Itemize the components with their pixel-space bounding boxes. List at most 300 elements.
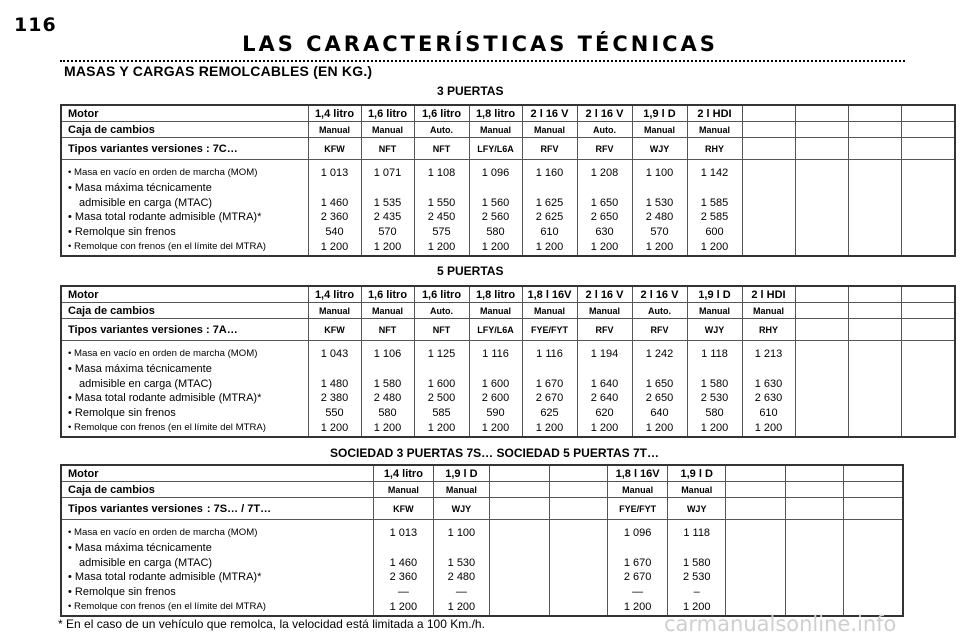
label-mtac: • Masa máxima técnicamente bbox=[68, 362, 212, 375]
value-mtra: 2 670 bbox=[535, 392, 564, 405]
row-label-version-code: Tipos variantes versiones : 7C… bbox=[61, 138, 308, 160]
value-sin: — bbox=[632, 586, 644, 599]
value-con: 1 200 bbox=[700, 240, 729, 253]
mass-values-column bbox=[373, 520, 433, 616]
version-code-cell bbox=[795, 319, 848, 341]
value-mtac: 1 560 bbox=[481, 196, 510, 209]
value-mtra: 2 585 bbox=[700, 211, 729, 224]
value-con: 1 200 bbox=[645, 421, 674, 434]
row-label-engine: Motor bbox=[61, 286, 308, 303]
value-mom: 1 096 bbox=[481, 167, 510, 179]
value-sin: 620 bbox=[595, 407, 614, 420]
value-sin: 640 bbox=[650, 407, 669, 420]
value-mtac: 1 460 bbox=[320, 196, 349, 209]
spacer bbox=[415, 362, 469, 377]
mass-values-column bbox=[308, 341, 361, 437]
header-row-version-code bbox=[61, 498, 903, 520]
value-mtra: 2 670 bbox=[623, 571, 652, 584]
spacer bbox=[523, 362, 577, 377]
value-mtra: 2 480 bbox=[645, 211, 674, 224]
engine-cell: 1,9 l D bbox=[668, 465, 726, 482]
value-mtra: 2 360 bbox=[320, 211, 349, 224]
engine-cell: 1,9 l D bbox=[632, 105, 687, 122]
spacer bbox=[902, 347, 955, 362]
value-mtac: 1 580 bbox=[373, 377, 402, 390]
spacer bbox=[796, 166, 848, 181]
version-code-cell bbox=[742, 138, 795, 160]
value-mom: 1 213 bbox=[754, 348, 783, 360]
mass-values-column bbox=[848, 160, 901, 256]
mass-values-column bbox=[361, 160, 414, 256]
version-code-cell: FYE/FYT bbox=[608, 498, 668, 520]
spacer bbox=[849, 347, 901, 362]
mass-values-column bbox=[786, 520, 844, 616]
version-code-cell: RHY bbox=[687, 138, 742, 160]
gearbox-cell: Auto. bbox=[577, 122, 632, 138]
header-row-gearbox bbox=[61, 303, 955, 319]
spacer bbox=[633, 181, 687, 196]
gearbox-cell: Manual bbox=[469, 122, 522, 138]
spacer bbox=[844, 526, 902, 541]
version-code-cell: RFV bbox=[632, 319, 687, 341]
mass-values-column bbox=[308, 160, 361, 256]
value-sin: 610 bbox=[759, 407, 778, 420]
value-sin: — bbox=[455, 586, 467, 599]
value-sin: 610 bbox=[540, 226, 559, 239]
value-mtra: 2 600 bbox=[481, 392, 510, 405]
mass-values-column bbox=[414, 341, 469, 437]
value-mtra: 2 360 bbox=[389, 571, 418, 584]
version-code-cell bbox=[795, 138, 848, 160]
spacer bbox=[578, 362, 632, 377]
title-divider bbox=[60, 60, 905, 62]
engine-cell: 1,8 litro bbox=[469, 105, 522, 122]
value-mtac: 1 630 bbox=[754, 377, 783, 390]
mass-values-column bbox=[577, 160, 632, 256]
mass-values-column bbox=[550, 520, 608, 616]
value-sin: 625 bbox=[540, 407, 559, 420]
spacer bbox=[688, 181, 742, 196]
label-mtac-cont: admisible en carga (MTAC) bbox=[79, 377, 213, 390]
spacer bbox=[434, 541, 489, 556]
value-mtac: 1 670 bbox=[535, 377, 564, 390]
gearbox-cell bbox=[901, 303, 955, 319]
engine-cell: 1,6 litro bbox=[414, 105, 469, 122]
value-mtra: 2 480 bbox=[373, 392, 402, 405]
label-mtac-cont: admisible en carga (MTAC) bbox=[79, 196, 213, 209]
version-code-cell: WJY bbox=[433, 498, 489, 520]
header-row-engine bbox=[61, 465, 903, 482]
value-mtac: 1 530 bbox=[645, 196, 674, 209]
row-label-engine: Motor bbox=[61, 105, 308, 122]
section-title-5-puertas: 5 PUERTAS bbox=[437, 264, 504, 278]
value-mom: 1 208 bbox=[590, 167, 619, 179]
header-row-gearbox bbox=[61, 122, 955, 138]
value-con: 1 200 bbox=[427, 421, 456, 434]
value-sin: 570 bbox=[378, 226, 397, 239]
engine-cell bbox=[550, 465, 608, 482]
value-con: 1 200 bbox=[682, 600, 711, 613]
tipos-suffix: : 7S… / 7T… bbox=[206, 502, 272, 515]
value-sin: 630 bbox=[595, 226, 614, 239]
version-code-cell bbox=[848, 319, 901, 341]
tipos-label: Tipos variantes versiones bbox=[68, 502, 203, 515]
engine-cell: 1,6 litro bbox=[414, 286, 469, 303]
engine-cell bbox=[848, 286, 901, 303]
version-code-cell: NFT bbox=[361, 319, 414, 341]
spacer bbox=[362, 362, 414, 377]
value-mom: 1 116 bbox=[482, 348, 509, 360]
spacer bbox=[309, 181, 361, 196]
gearbox-cell: Manual bbox=[522, 122, 577, 138]
value-con: 1 200 bbox=[320, 421, 349, 434]
value-mtac: 1 530 bbox=[447, 556, 476, 569]
value-mtac: 1 625 bbox=[535, 196, 564, 209]
value-sin: 575 bbox=[432, 226, 451, 239]
spacer bbox=[550, 526, 607, 541]
mass-values-column bbox=[795, 341, 848, 437]
version-code-cell: WJY bbox=[668, 498, 726, 520]
gearbox-cell: Manual bbox=[308, 122, 361, 138]
gearbox-cell: Manual bbox=[577, 303, 632, 319]
header-row-gearbox bbox=[61, 482, 903, 498]
mass-values-column bbox=[469, 160, 522, 256]
header-row-engine bbox=[61, 286, 955, 303]
mass-values-column bbox=[433, 520, 489, 616]
engine-cell: 1,6 litro bbox=[361, 105, 414, 122]
value-mtac: 1 585 bbox=[700, 196, 729, 209]
table-5-puertas bbox=[60, 285, 956, 438]
value-mtac: 1 600 bbox=[427, 377, 456, 390]
value-mom: 1 108 bbox=[427, 167, 456, 179]
value-mtac: 1 580 bbox=[682, 556, 711, 569]
gearbox-cell: Auto. bbox=[632, 303, 687, 319]
value-con: 1 200 bbox=[427, 240, 456, 253]
section-heading: MASAS Y CARGAS REMOLCABLES (EN KG.) bbox=[64, 63, 373, 79]
mass-values-column bbox=[608, 520, 668, 616]
value-con: 1 200 bbox=[590, 240, 619, 253]
mass-data-row bbox=[61, 160, 955, 256]
value-mom: 1 096 bbox=[623, 527, 652, 539]
value-sin: 585 bbox=[432, 407, 451, 420]
spacer bbox=[902, 166, 955, 181]
value-con: 1 200 bbox=[700, 421, 729, 434]
value-con: 1 200 bbox=[754, 421, 783, 434]
label-mtac: • Masa máxima técnicamente bbox=[68, 541, 212, 554]
spacer bbox=[608, 541, 667, 556]
gearbox-cell: Auto. bbox=[414, 122, 469, 138]
engine-cell: 1,4 litro bbox=[373, 465, 433, 482]
version-code-cell: RFV bbox=[522, 138, 577, 160]
gearbox-cell: Manual bbox=[361, 303, 414, 319]
version-code-cell: NFT bbox=[414, 319, 469, 341]
spacer bbox=[849, 166, 901, 181]
mass-labels bbox=[61, 341, 308, 437]
mass-values-column bbox=[795, 160, 848, 256]
spacer bbox=[309, 362, 361, 377]
value-con: 1 200 bbox=[373, 421, 402, 434]
gearbox-cell bbox=[848, 122, 901, 138]
engine-cell bbox=[786, 465, 844, 482]
value-con: 1 200 bbox=[373, 240, 402, 253]
gearbox-cell: Auto. bbox=[414, 303, 469, 319]
engine-cell: 2 l HDI bbox=[742, 286, 795, 303]
value-mtra: 2 480 bbox=[447, 571, 476, 584]
value-mom: 1 116 bbox=[536, 348, 563, 360]
spacer bbox=[633, 362, 687, 377]
spacer bbox=[362, 181, 414, 196]
mass-values-column bbox=[632, 341, 687, 437]
label-remolque-sin-frenos: • Remolque sin frenos bbox=[68, 226, 176, 239]
value-mtra: 2 640 bbox=[590, 392, 619, 405]
mass-data-row bbox=[61, 341, 955, 437]
value-sin: 590 bbox=[486, 407, 505, 420]
gearbox-cell: Manual bbox=[687, 303, 742, 319]
mass-values-column bbox=[742, 341, 795, 437]
version-code-cell: WJY bbox=[632, 138, 687, 160]
gearbox-cell: Manual bbox=[608, 482, 668, 498]
value-mtac: 1 650 bbox=[590, 196, 619, 209]
value-mom: 1 100 bbox=[447, 527, 476, 539]
value-mtac: 1 650 bbox=[645, 377, 674, 390]
value-con: 1 200 bbox=[590, 421, 619, 434]
value-con: 1 200 bbox=[320, 240, 349, 253]
row-label-gearbox: Caja de cambios bbox=[61, 482, 373, 498]
engine-cell bbox=[726, 465, 786, 482]
engine-cell bbox=[742, 105, 795, 122]
gearbox-cell bbox=[742, 122, 795, 138]
table-sociedad bbox=[60, 464, 904, 617]
gearbox-cell: Manual bbox=[632, 122, 687, 138]
gearbox-cell bbox=[786, 482, 844, 498]
value-mom: 1 118 bbox=[683, 527, 711, 539]
value-mtac: 1 480 bbox=[320, 377, 349, 390]
mass-values-column bbox=[414, 160, 469, 256]
value-mtra: 2 530 bbox=[682, 571, 711, 584]
spacer bbox=[470, 181, 522, 196]
value-sin: 580 bbox=[486, 226, 505, 239]
mass-values-column bbox=[844, 520, 903, 616]
value-sin: 540 bbox=[325, 226, 344, 239]
mass-values-column bbox=[577, 341, 632, 437]
spacer bbox=[415, 181, 469, 196]
engine-cell: 1,4 litro bbox=[308, 105, 361, 122]
label-remolque-con-frenos: • Remolque con frenos (en el límite del MTRA) bbox=[68, 240, 266, 252]
mass-values-column bbox=[522, 160, 577, 256]
engine-cell: 1,6 litro bbox=[361, 286, 414, 303]
header-row-engine bbox=[61, 105, 955, 122]
version-code-cell bbox=[550, 498, 608, 520]
value-con: 1 200 bbox=[645, 240, 674, 253]
gearbox-cell: Manual bbox=[373, 482, 433, 498]
spacer bbox=[743, 166, 795, 181]
spacer bbox=[523, 181, 577, 196]
spacer bbox=[668, 541, 725, 556]
engine-cell bbox=[901, 286, 955, 303]
engine-cell bbox=[795, 286, 848, 303]
value-sin: 580 bbox=[705, 407, 724, 420]
version-code-cell: NFT bbox=[414, 138, 469, 160]
gearbox-cell bbox=[795, 122, 848, 138]
value-mtra: 2 530 bbox=[700, 392, 729, 405]
spacer bbox=[490, 526, 549, 541]
version-code-cell bbox=[844, 498, 903, 520]
version-code-cell bbox=[848, 138, 901, 160]
version-code-cell bbox=[901, 319, 955, 341]
value-mom: 1 160 bbox=[535, 167, 564, 179]
mass-values-column bbox=[361, 341, 414, 437]
value-mtra: 2 450 bbox=[427, 211, 456, 224]
row-label-version-code: Tipos variantes versiones : 7A… bbox=[61, 319, 308, 341]
value-mtra: 2 650 bbox=[645, 392, 674, 405]
spacer bbox=[688, 362, 742, 377]
engine-cell: 1,8 litro bbox=[469, 286, 522, 303]
gearbox-cell bbox=[848, 303, 901, 319]
value-con: 1 200 bbox=[447, 600, 476, 613]
value-sin: 570 bbox=[650, 226, 669, 239]
engine-cell: 1,9 l D bbox=[687, 286, 742, 303]
gearbox-cell bbox=[901, 122, 955, 138]
value-mtac: 1 640 bbox=[590, 377, 619, 390]
version-code-cell: RFV bbox=[577, 319, 632, 341]
row-label-gearbox: Caja de cambios bbox=[61, 122, 308, 138]
value-mtra: 2 560 bbox=[481, 211, 510, 224]
mass-values-column bbox=[632, 160, 687, 256]
mass-values-column bbox=[489, 520, 549, 616]
value-sin: — bbox=[397, 586, 409, 599]
value-mom: 1 118 bbox=[701, 348, 728, 360]
version-code-cell: RHY bbox=[742, 319, 795, 341]
mass-values-column bbox=[901, 341, 955, 437]
value-mtra: 2 435 bbox=[373, 211, 402, 224]
spacer bbox=[786, 526, 843, 541]
label-mtac: • Masa máxima técnicamente bbox=[68, 181, 212, 194]
gearbox-cell: Manual bbox=[668, 482, 726, 498]
mass-labels bbox=[61, 520, 373, 616]
value-mtra: 2 630 bbox=[754, 392, 783, 405]
gearbox-cell: Manual bbox=[433, 482, 489, 498]
value-mom: 1 106 bbox=[373, 348, 402, 360]
value-con: 1 200 bbox=[535, 421, 564, 434]
mass-values-column bbox=[848, 341, 901, 437]
mass-values-column bbox=[687, 341, 742, 437]
page-number: 116 bbox=[14, 14, 57, 36]
value-mom: 1 125 bbox=[427, 348, 456, 360]
engine-cell: 1,8 l 16V bbox=[522, 286, 577, 303]
mass-data-row bbox=[61, 520, 903, 616]
value-sin: – bbox=[693, 586, 700, 599]
gearbox-cell bbox=[844, 482, 903, 498]
value-mtra: 2 650 bbox=[590, 211, 619, 224]
value-mtra: 2 380 bbox=[320, 392, 349, 405]
value-mom: 1 013 bbox=[389, 527, 418, 539]
version-code-cell: KFW bbox=[373, 498, 433, 520]
gearbox-cell bbox=[795, 303, 848, 319]
engine-cell: 1,4 litro bbox=[308, 286, 361, 303]
footnote: * En el caso de un vehículo que remolca, la velocidad está limitada a 100 Km./h. bbox=[58, 617, 485, 631]
gearbox-cell: Manual bbox=[308, 303, 361, 319]
spacer bbox=[374, 541, 433, 556]
value-con: 1 200 bbox=[623, 600, 652, 613]
section-title-3-puertas: 3 PUERTAS bbox=[437, 84, 504, 98]
label-remolque-con-frenos: • Remolque con frenos (en el límite del MTRA) bbox=[68, 421, 266, 433]
label-mtra: • Masa total rodante admisible (MTRA)* bbox=[68, 211, 262, 224]
version-code-cell: WJY bbox=[687, 319, 742, 341]
page-title: LAS CARACTERÍSTICAS TÉCNICAS bbox=[242, 32, 718, 56]
version-code-cell: RFV bbox=[577, 138, 632, 160]
engine-cell: 2 l 16 V bbox=[632, 286, 687, 303]
mass-values-column bbox=[726, 520, 786, 616]
value-mom: 1 142 bbox=[700, 167, 729, 179]
value-con: 1 200 bbox=[481, 240, 510, 253]
version-code-cell: FYE/FYT bbox=[522, 319, 577, 341]
value-sin: 580 bbox=[378, 407, 397, 420]
value-mtac: 1 460 bbox=[389, 556, 418, 569]
engine-cell: 1,8 l 16V bbox=[608, 465, 668, 482]
version-code-cell bbox=[489, 498, 549, 520]
spacer bbox=[578, 181, 632, 196]
value-mom: 1 043 bbox=[320, 348, 349, 360]
value-mom: 1 071 bbox=[373, 167, 402, 179]
gearbox-cell: Manual bbox=[687, 122, 742, 138]
version-code-cell: KFW bbox=[308, 319, 361, 341]
value-mom: 1 242 bbox=[645, 348, 674, 360]
value-con: 1 200 bbox=[535, 240, 564, 253]
mass-values-column bbox=[901, 160, 955, 256]
spacer bbox=[743, 362, 795, 377]
version-code-cell bbox=[786, 498, 844, 520]
gearbox-cell bbox=[550, 482, 608, 498]
value-con: 1 200 bbox=[481, 421, 510, 434]
gearbox-cell bbox=[489, 482, 549, 498]
row-label-gearbox: Caja de cambios bbox=[61, 303, 308, 319]
label-remolque-sin-frenos: • Remolque sin frenos bbox=[68, 407, 176, 420]
value-sin: 550 bbox=[325, 407, 344, 420]
row-label-version-code bbox=[61, 498, 373, 520]
value-mtac: 1 670 bbox=[623, 556, 652, 569]
row-label-engine: Motor bbox=[61, 465, 373, 482]
spacer bbox=[470, 362, 522, 377]
version-code-cell bbox=[901, 138, 955, 160]
version-code-cell: KFW bbox=[308, 138, 361, 160]
table-3-puertas bbox=[60, 104, 956, 257]
engine-cell bbox=[844, 465, 903, 482]
label-mtra: • Masa total rodante admisible (MTRA)* bbox=[68, 571, 262, 584]
mass-labels bbox=[61, 160, 308, 256]
header-row-version-code bbox=[61, 319, 955, 341]
watermark: carmanualsonline.info bbox=[664, 612, 897, 636]
engine-cell: 2 l 16 V bbox=[577, 105, 632, 122]
version-code-cell: LFY/L6A bbox=[469, 319, 522, 341]
header-row-version-code bbox=[61, 138, 955, 160]
value-mom: 1 013 bbox=[320, 167, 349, 179]
spacer bbox=[726, 526, 785, 541]
engine-cell: 1,9 l D bbox=[433, 465, 489, 482]
value-mtac: 1 580 bbox=[700, 377, 729, 390]
mass-values-column bbox=[522, 341, 577, 437]
value-mtac: 1 550 bbox=[427, 196, 456, 209]
mass-values-column bbox=[469, 341, 522, 437]
label-remolque-sin-frenos: • Remolque sin frenos bbox=[68, 586, 176, 599]
engine-cell: 2 l HDI bbox=[687, 105, 742, 122]
value-sin: 600 bbox=[705, 226, 724, 239]
label-mom: • Masa en vacío en orden de marcha (MOM) bbox=[68, 527, 258, 538]
engine-cell bbox=[848, 105, 901, 122]
value-mtra: 2 625 bbox=[535, 211, 564, 224]
value-mtac: 1 535 bbox=[373, 196, 402, 209]
label-remolque-con-frenos: • Remolque con frenos (en el límite del MTRA) bbox=[68, 600, 266, 612]
version-code-cell: NFT bbox=[361, 138, 414, 160]
